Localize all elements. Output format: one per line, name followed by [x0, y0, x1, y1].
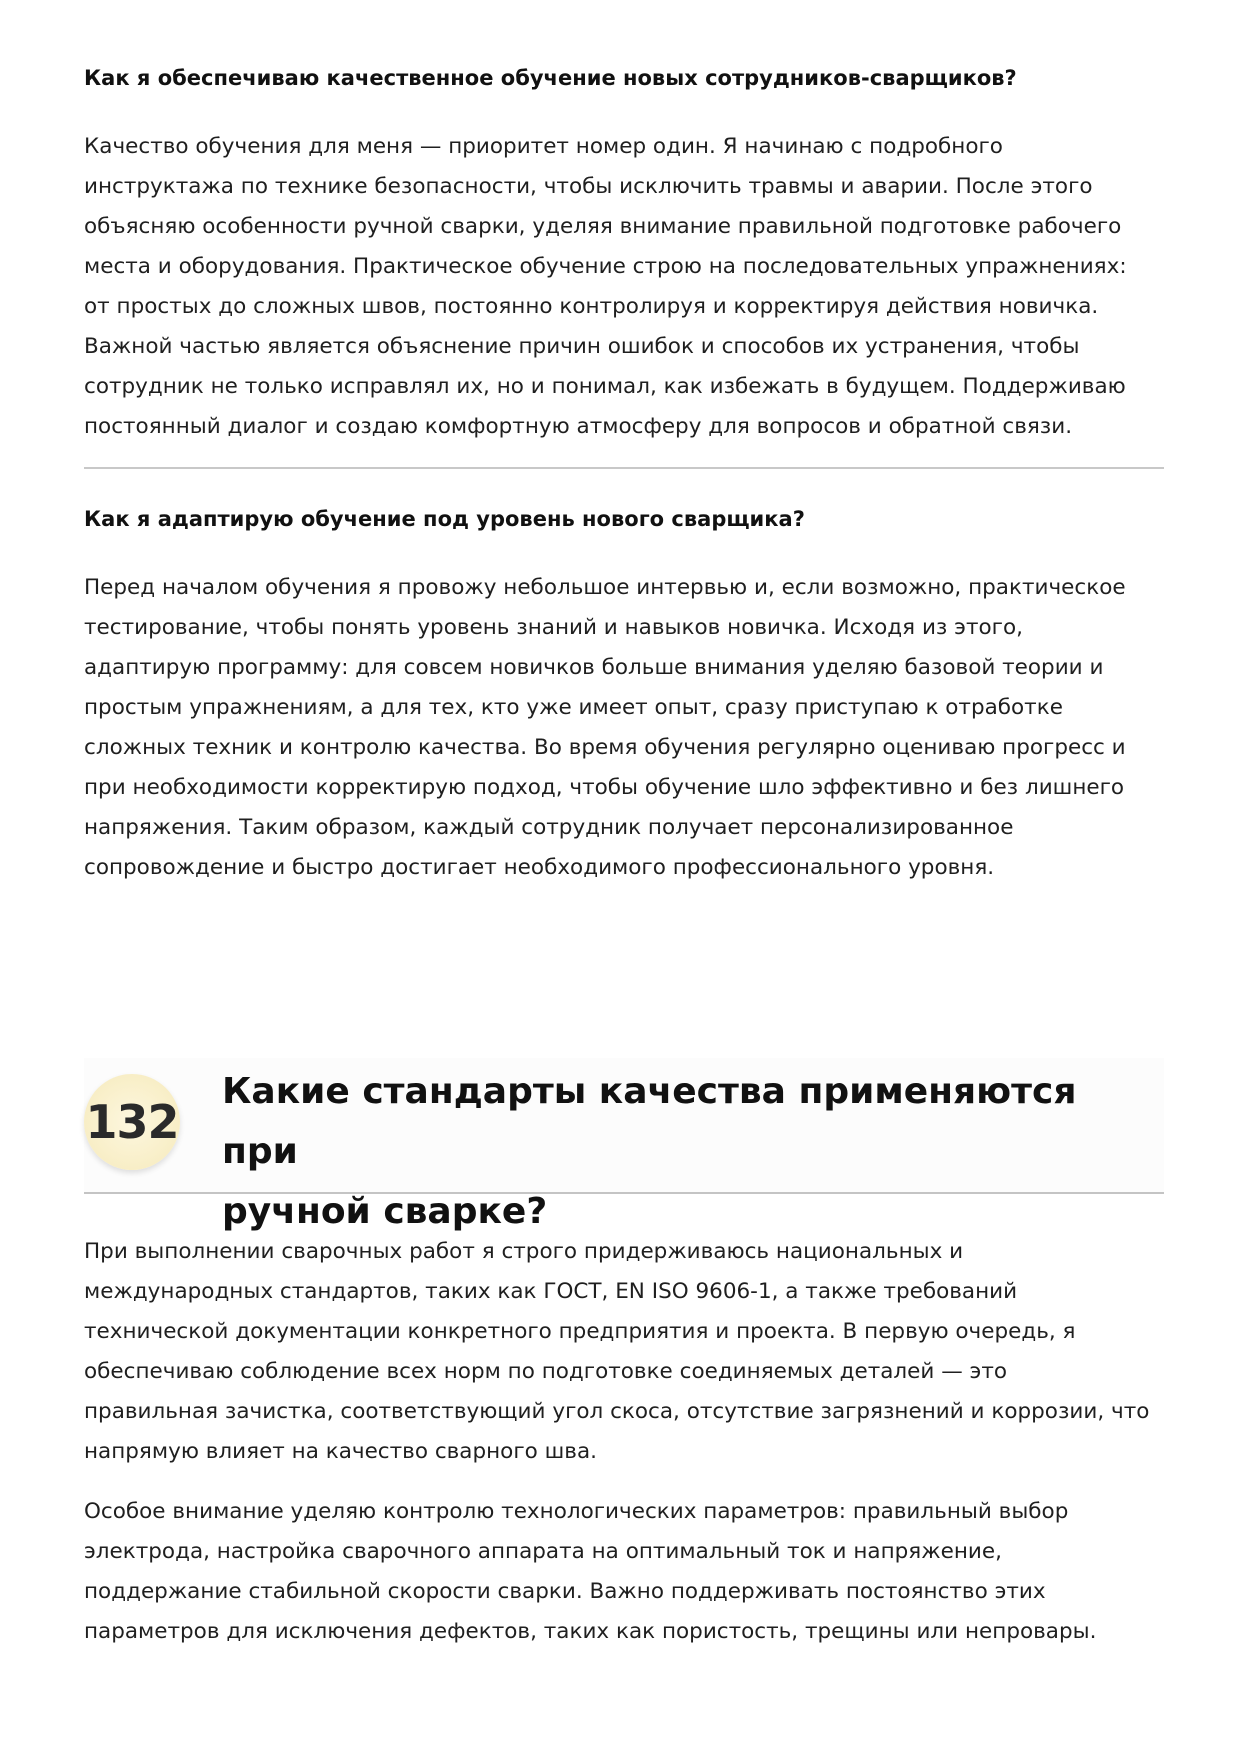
qa-heading: Как я обеспечиваю качественное обучение новых сотрудников-сварщиков?: [84, 66, 1017, 90]
text-line: При выполнении сварочных работ я строго придерживаюсь национальных и: [84, 1239, 964, 1264]
text-line: технической документации конкретного предприятия и проекта. В первую очередь, я: [84, 1319, 1076, 1344]
text-line: напрямую влияет на качество сварного шва.: [84, 1439, 597, 1464]
section-number-badge: 132: [84, 1074, 180, 1170]
text-line: Качество обучения для меня — приоритет номер один. Я начинаю с подробного: [84, 134, 1003, 159]
section-paragraph-1: [84, 1232, 1164, 1472]
text-line: напряжения. Таким образом, каждый сотрудник получает персонализированное: [84, 815, 1014, 840]
qa-answer: [84, 568, 1164, 888]
section-title-line: Какие стандарты качества применяются при: [222, 1071, 1077, 1172]
qa-block-2: [84, 504, 1164, 888]
section-body: [84, 1232, 1164, 1652]
text-line: правильная зачистка, соответствующий угол скоса, отсутствие загрязнений и коррозии, что: [84, 1399, 1150, 1424]
text-line: тестирование, чтобы понять уровень знаний и навыков новичка. Исходя из этого,: [84, 615, 1023, 640]
text-line: сопровождение и быстро достигает необходимого профессионального уровня.: [84, 855, 995, 880]
section-title-line: ручной сварке?: [222, 1191, 548, 1232]
section-title: [222, 1062, 1122, 1242]
text-line: международных стандартов, таких как ГОСТ, EN ISO 9606-1, а также требований: [84, 1279, 1018, 1304]
text-line: сложных техник и контролю качества. Во время обучения регулярно оцениваю прогресс и: [84, 735, 1126, 760]
text-line: сотрудник не только исправлял их, но и понимал, как избежать в будущем. Поддерживаю: [84, 374, 1126, 399]
text-line: Важной частью является объяснение причин ошибок и способов их устранения, чтобы: [84, 334, 1080, 359]
divider-wrap: [84, 467, 1164, 469]
text-line: при необходимости корректирую подход, чтобы обучение шло эффективно и без лишнего: [84, 775, 1125, 800]
text-line: электрода, настройка сварочного аппарата на оптимальный ток и напряжение,: [84, 1539, 1002, 1564]
text-line: инструктажа по технике безопасности, чтобы исключить травмы и аварии. После этого: [84, 174, 1093, 199]
divider: [84, 467, 1164, 469]
text-line: обеспечиваю соблюдение всех норм по подготовке соединяемых деталей — это: [84, 1359, 1008, 1384]
text-line: постоянный диалог и создаю комфортную атмосферу для вопросов и обратной связи.: [84, 414, 1073, 439]
text-line: места и оборудования. Практическое обучение строю на последовательных упражнениях:: [84, 254, 1127, 279]
qa-block-1: [84, 63, 1164, 447]
text-line: адаптирую программу: для совсем новичков больше внимания уделяю базовой теории и: [84, 655, 1104, 680]
qa-heading: Как я адаптирую обучение под уровень нового сварщика?: [84, 507, 805, 531]
text-line: поддержание стабильной скорости сварки. Важно поддерживать постоянство этих: [84, 1579, 1046, 1604]
section-paragraph-2: [84, 1492, 1164, 1652]
text-line: Особое внимание уделяю контролю технологических параметров: правильный выбор: [84, 1499, 1069, 1524]
text-line: Перед началом обучения я провожу небольшое интервью и, если возможно, практическое: [84, 575, 1126, 600]
text-line: простым упражнениям, а для тех, кто уже имеет опыт, сразу приступаю к отработке: [84, 695, 1063, 720]
section-header: [84, 1058, 1164, 1232]
text-line: от простых до сложных швов, постоянно контролируя и корректируя действия новичка.: [84, 294, 1099, 319]
text-line: объясняю особенности ручной сварки, уделяя внимание правильной подготовке рабочего: [84, 214, 1122, 239]
qa-answer: [84, 127, 1164, 447]
text-line: параметров для исключения дефектов, таких как пористость, трещины или непровары.: [84, 1619, 1097, 1644]
